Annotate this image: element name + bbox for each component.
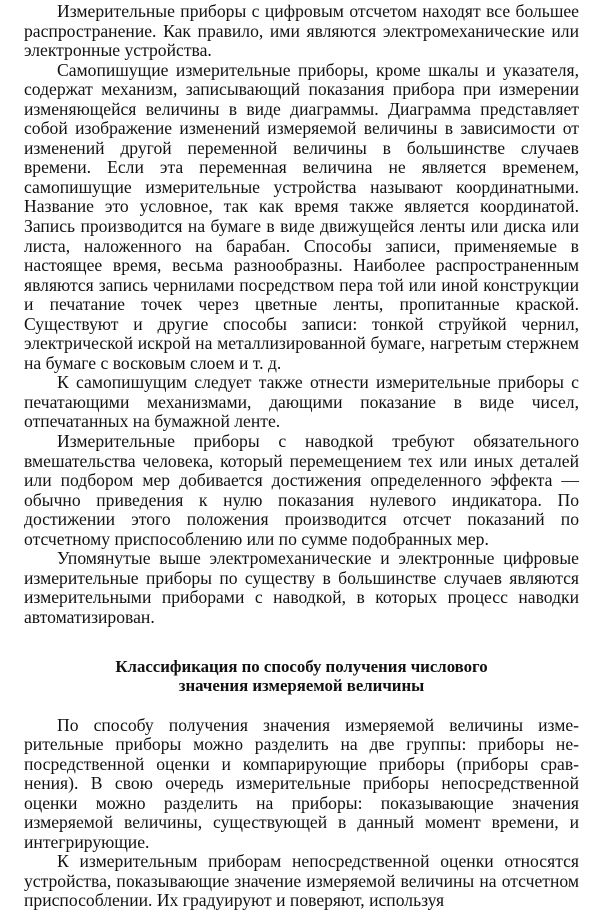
paragraph-digital-instruments: Измерительные приборы с цифровым отсчетом находят все большее распространение. Как правило, ими являются электромеханические или электронные устройства. (24, 1, 579, 61)
paragraph-classification: По способу получения значения измеряемой величины измерительные приборы можно разделить на две группы: приборы непосредственной оценки и компарирующие приборы (приборы сравнения). В свою очередь измерительные приборы непосредственной оценки можно разделить на приборы: показывающие значения измеряемой величины, существующей в данный момент времени, и интегрирующие. (24, 714, 579, 852)
section-heading-line-2: значения измеряемой величины (178, 675, 425, 695)
section-heading-line-1: Классификация по способу получения числового (115, 656, 488, 676)
paragraph-instruments-with-adjustment: Измерительные приборы с наводкой требуют обязательного вмешательства человека, который перемещением тех или иных деталей или подбором мер добивается достижения определенного эффекта — обычно приведения к нулю показания нулевого индикатора. По достижении этого положения производится отсчет показаний по отсчетному приспособлению или по сумме подобранных мер. (24, 431, 579, 549)
document-page (24, 2, 579, 911)
paragraph-printing-instruments: К самопишущим следует также отнести измерительные приборы с печатающими механизмами, дающими показание в виде чисел, отпечатанных на бумажной ленте. (24, 372, 579, 432)
paragraph-direct-evaluation: К измерительным приборам непосредственной оценки относятся устройства, показывающие значение измеряемой величины на отсчетном приспособлении. Их градуируют и поверяют, используя (24, 851, 579, 911)
section-heading (24, 657, 579, 695)
paragraph-recording-instruments: Самопишущие измерительные приборы, кроме шкалы и указателя, содержат механизм, записывающий показания прибора при измерении изменяющейся величины в виде диаграммы. Диаграмма представляет собой изображение изменений измеряемой величины в зависимости от изменений другой переменной величины в большинстве случаев времени. Если эта переменная величина не является временем, самопишущие измерительные устройства называют координатными. Название это условное, так как время также является координатой. Запись производится на бумаге в виде движущейся ленты или диска или листа, наложенного на барабан. Способы записи, применяемые в настоящее время, весьма разнообразны. Наиболее распространенным являются запись чернилами посредством пера той или иной конструкции и печатание точек через цветные ленты, пропитанные краской. Существуют и другие способы записи: тонкой струйкой чернил, электрической искрой на металлизированной бумаге, нагретым стержнем на бумаге с восковым слоем и т. д. (24, 59, 579, 373)
paragraph-automated-adjustment: Упомянутые выше электромеханические и электронные цифровые измерительные приборы по существу в большинстве случаев являются измерительными приборами с наводкой, в которых процесс наводки автоматизирован. (24, 548, 579, 627)
